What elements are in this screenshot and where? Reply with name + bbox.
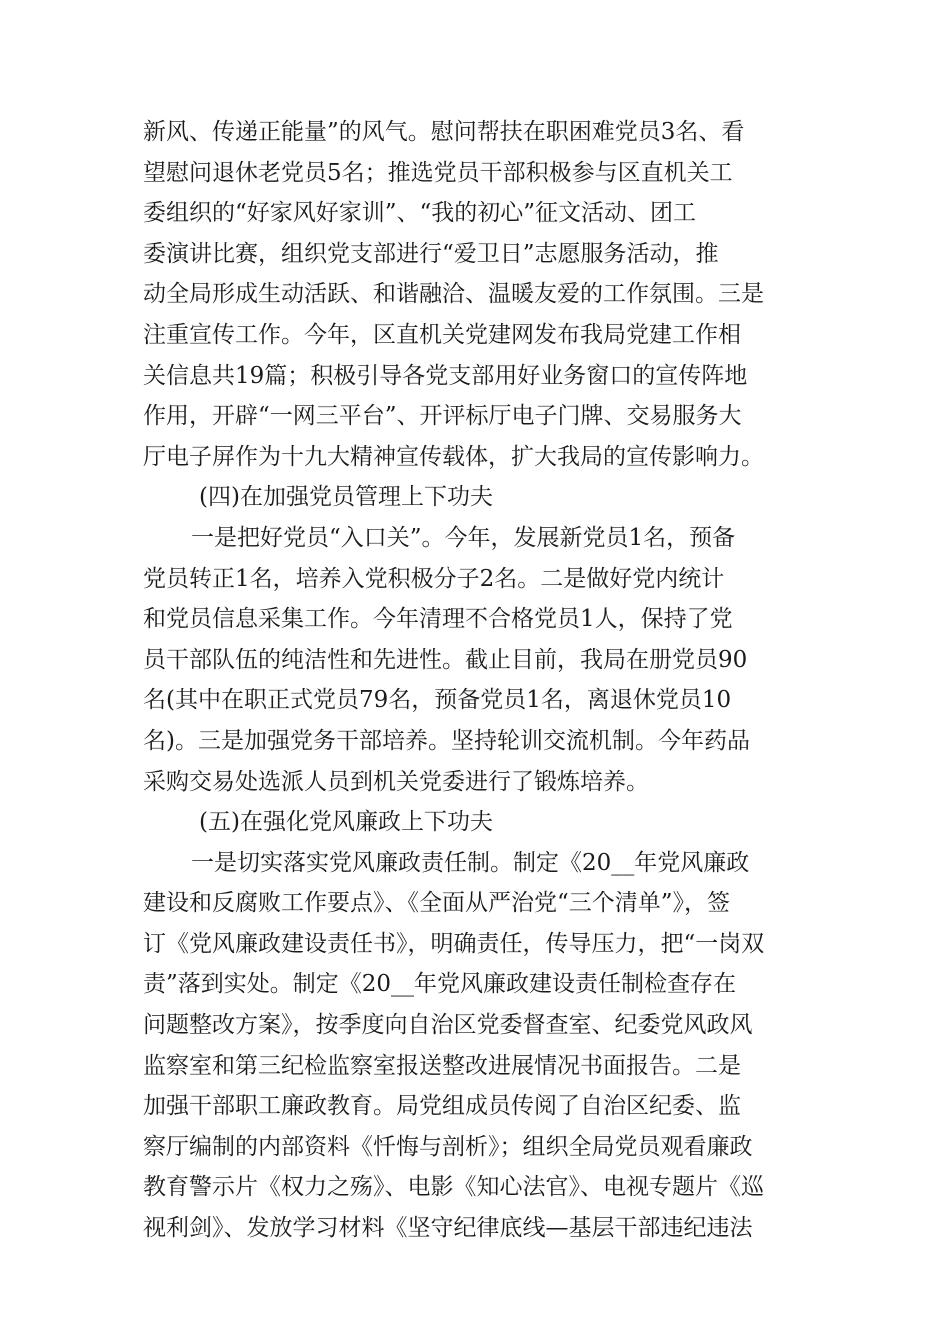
text-line: 视利剑》、发放学习材料《坚守纪律底线—基层干部违纪违法 xyxy=(143,1215,753,1242)
text-line: 责”落到实处。制定《20__年党风廉政建设责任制检查存在 xyxy=(143,971,737,998)
text-line: 动全局形成生动活跃、和谐融洽、温暖友爱的工作氛围。三是 xyxy=(143,281,764,308)
text-line: 建设和反腐败工作要点》、《全面从严治党“三个清单”》，签 xyxy=(143,890,731,917)
text-line: 关信息共19篇；积极引导各党支部用好业务窗口的宣传阵地 xyxy=(143,362,748,389)
text-line: 厅电子屏作为十九大精神宣传载体，扩大我局的宣传影响力。 xyxy=(143,443,764,470)
text-line: 订《党风廉政建设责任书》，明确责任，传导压力，把“一岗双 xyxy=(143,930,765,957)
text-line: 教育警示片《权力之殇》、电影《知心法官》、电视专题片《巡 xyxy=(143,1174,764,1201)
section-heading-5: (五)在强化党风廉政上下功夫 xyxy=(199,809,493,836)
text-line: 注重宣传工作。今年，区直机关党建网发布我局党建工作相 xyxy=(143,321,741,348)
section-heading-4: (四)在加强党员管理上下功夫 xyxy=(199,484,493,511)
text-line: 问题整改方案》，按季度向自治区党委督查室、纪委党风政风 xyxy=(143,1012,753,1039)
text-line: 采购交易处选派人员到机关党委进行了锻炼培养。 xyxy=(143,768,649,795)
text-line: 加强干部职工廉政教育。局党组成员传阅了自治区纪委、监 xyxy=(143,1093,741,1120)
text-line: 望慰问退休老党员5名；推选党员干部积极参与区直机关工 xyxy=(143,159,733,186)
text-line: 监察室和第三纪检监察室报送整改进展情况书面报告。二是 xyxy=(143,1052,741,1079)
text-line: 察厅编制的内部资料《忏悔与剖析》；组织全局党员观看廉政 xyxy=(143,1133,753,1160)
text-line: 员干部队伍的纯洁性和先进性。截止目前，我局在册党员90 xyxy=(143,646,748,673)
text-line: 和党员信息采集工作。今年清理不合格党员1人，保持了党 xyxy=(143,606,733,633)
text-line: 党员转正1名，培养入党积极分子2名。二是做好党内统计 xyxy=(143,565,725,592)
text-line: 作用，开辟“一网三平台”、开评标厅电子门牌、交易服务大 xyxy=(143,403,742,430)
text-line: 委演讲比赛，组织党支部进行“爱卫日”志愿服务活动，推 xyxy=(143,240,719,267)
body-text xyxy=(143,112,815,1249)
text-line: 委组织的“好家风好家训”、“我的初心”征文活动、团工 xyxy=(143,200,697,227)
text-line: 名)。三是加强党务干部培养。坚持轮训交流机制。今年药品 xyxy=(143,727,750,754)
paragraph-first-line: 一是把好党员“入口关”。今年，发展新党员1名，预备 xyxy=(191,524,736,551)
paragraph-first-line: 一是切实落实党风廉政责任制。制定《20__年党风廉政 xyxy=(191,849,750,876)
text-line: 新风、传递正能量”的风气。慰问帮扶在职困难党员3名、看 xyxy=(143,119,745,145)
text-line: 名(其中在职正式党员79名，预备党员1名，离退休党员10 xyxy=(143,687,732,714)
